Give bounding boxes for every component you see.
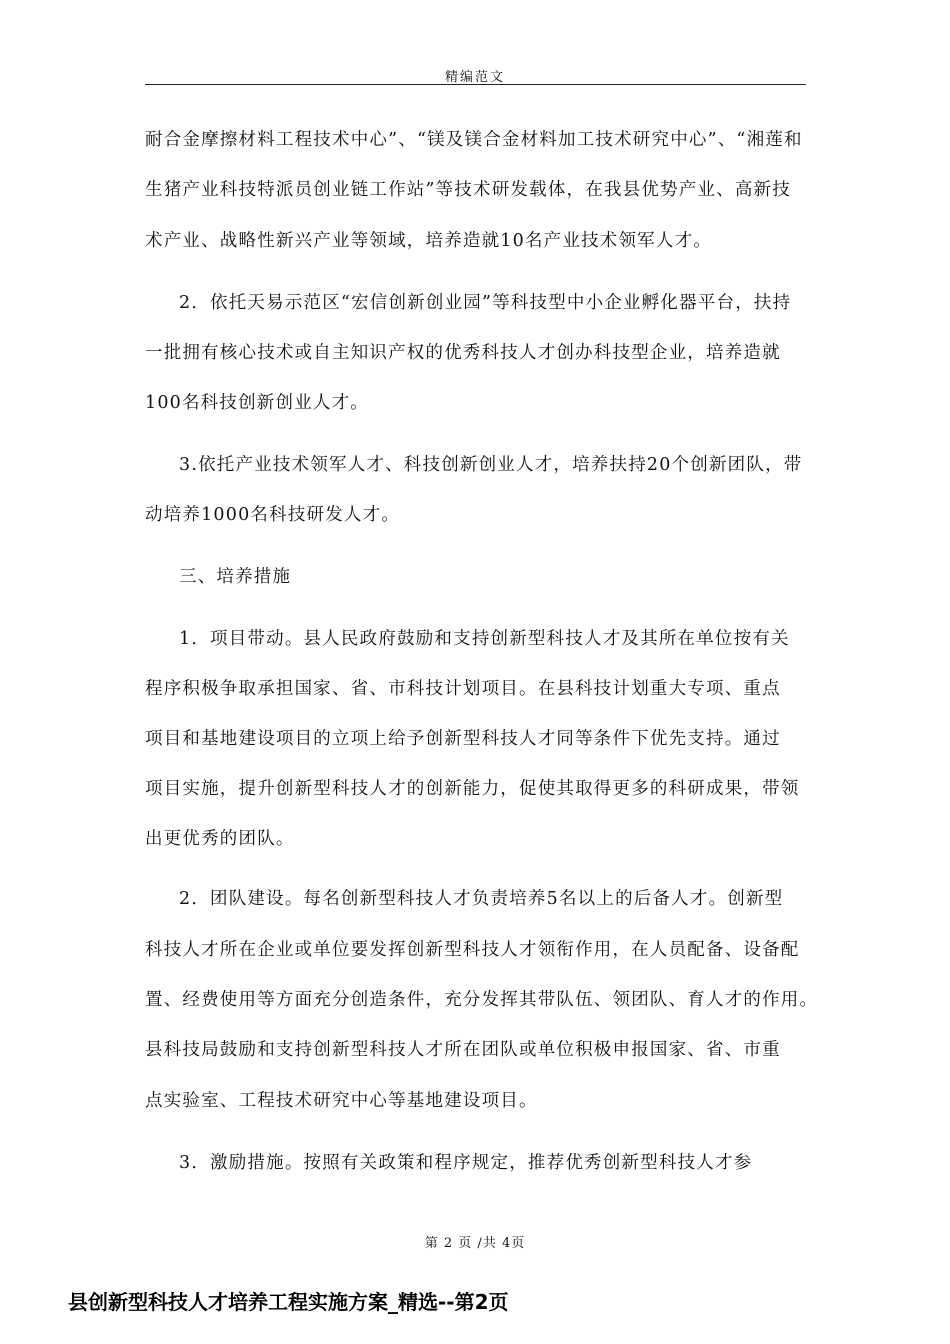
body-line: 3.依托产业技术领军人才、科技创新创业人才，培养扶持20个创新团队，带 bbox=[179, 455, 803, 475]
body-line: 出更优秀的团队。 bbox=[145, 829, 295, 849]
body-line: 置、经费使用等方面充分创造条件，充分发挥其带队伍、领团队、育人才的作用。 bbox=[145, 990, 819, 1010]
body-line: 程序积极争取承担国家、省、市科技计划项目。在县科技计划重大专项、重点 bbox=[145, 679, 781, 699]
document-caption: 县创新型科技人才培养工程实施方案_精选--第2页 bbox=[68, 1290, 509, 1314]
body-line: 科技人才所在企业或单位要发挥创新型科技人才领衔作用，在人员配备、设备配 bbox=[145, 940, 800, 960]
body-line: 点实验室、工程技术研究中心等基地建设项目。 bbox=[145, 1091, 538, 1111]
body-line: 生猪产业科技特派员创业链工作站”等技术研发载体，在我县优势产业、高新技 bbox=[145, 180, 791, 200]
body-line: 项目和基地建设项目的立项上给予创新型科技人才同等条件下优先支持。通过 bbox=[145, 729, 781, 749]
page-header: 精编范文 bbox=[444, 70, 505, 85]
body-line: 动培养1000名科技研发人才。 bbox=[145, 505, 401, 525]
body-line: 耐合金摩擦材料工程技术中心”、“镁及镁合金材料加工技术研究中心”、“湘莲和 bbox=[145, 130, 803, 150]
body-line: 1．项目带动。县人民政府鼓励和支持创新型科技人才及其所在单位按有关 bbox=[179, 629, 790, 649]
header-divider bbox=[145, 84, 806, 85]
body-line: 2．团队建设。每名创新型科技人才负责培养5名以上的后备人才。创新型 bbox=[179, 889, 784, 909]
page-number: 第 2 页 /共 4页 bbox=[424, 1236, 526, 1251]
section-heading: 三、培养措施 bbox=[179, 567, 292, 587]
body-line: 100名科技创新创业人才。 bbox=[145, 393, 370, 413]
body-line: 3．激励措施。按照有关政策和程序规定，推荐优秀创新型科技人才参 bbox=[179, 1153, 753, 1173]
body-line: 项目实施，提升创新型科技人才的创新能力，促使其取得更多的科研成果，带领 bbox=[145, 779, 800, 799]
body-line: 术产业、战略性新兴产业等领域，培养造就10名产业技术领军人才。 bbox=[145, 231, 712, 251]
body-line: 一批拥有核心技术或自主知识产权的优秀科技人才创办科技型企业，培养造就 bbox=[145, 343, 781, 363]
body-line: 2．依托天易示范区“宏信创新创业园”等科技型中小企业孵化器平台，扶持 bbox=[179, 293, 792, 313]
body-line: 县科技局鼓励和支持创新型科技人才所在团队或单位积极申报国家、省、市重 bbox=[145, 1040, 781, 1060]
